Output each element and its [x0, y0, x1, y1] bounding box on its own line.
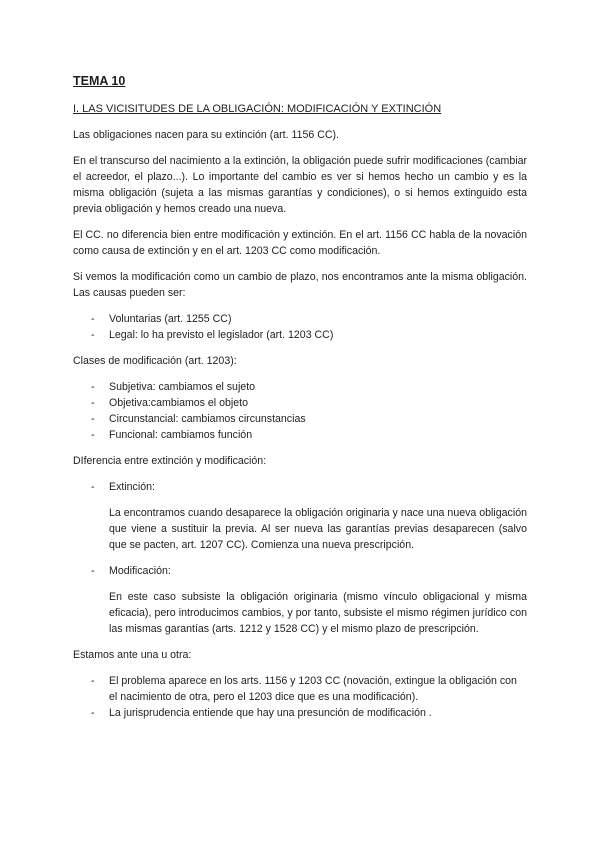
document-body [73, 72, 527, 731]
list-item [73, 427, 527, 443]
list-item [73, 705, 527, 721]
list-item-text: El problema aparece en los arts. 1156 y 1203 CC (novación, extingue la obligación con el nacimiento de otra, pero el 1203 dice que es una modificación). [109, 675, 517, 703]
difference-list [73, 479, 527, 495]
list-item [73, 327, 527, 343]
final-list [73, 673, 527, 721]
paragraph-diferencia: DIferencia entre extinción y modificación: [73, 455, 267, 467]
list-item-text: La jurisprudencia entiende que hay una presunción de modificación . [109, 707, 432, 719]
bullet-dash: - [91, 313, 95, 325]
page-title: TEMA 10 [73, 74, 126, 88]
list-item-text: Extinción: [109, 481, 155, 493]
bullet-dash: - [91, 413, 95, 425]
list-item-text: Modificación: [109, 565, 171, 577]
bullet-dash: - [91, 397, 95, 409]
list-item [73, 311, 527, 327]
paragraph-estamos: Estamos ante una u otra: [73, 649, 192, 661]
list-item [73, 379, 527, 395]
classes-list [73, 379, 527, 443]
list-item-text: Voluntarias (art. 1255 CC) [109, 313, 232, 325]
bullet-dash: - [91, 429, 95, 441]
bullet-dash: - [91, 481, 95, 493]
bullet-dash: - [91, 565, 95, 577]
paragraph-transcurso: En el transcurso del nacimiento a la extinción, la obligación puede sufrir modificaciones (cambiar el acreedor, el plazo...). Lo importante del cambio es ver si hemos hecho un cambio y es la misma obligación (sujeta a las mismas garantías y condiciones), o si hemos extinguido esta previa obligación y hemos creado una nueva. [73, 155, 527, 215]
list-item-text: Objetiva:cambiamos el objeto [109, 397, 248, 409]
list-item-text: Subjetiva: cambiamos el sujeto [109, 381, 256, 393]
bullet-dash: - [91, 675, 95, 687]
bullet-dash: - [91, 381, 95, 393]
list-item [73, 673, 527, 705]
list-item-text: Funcional: cambiamos función [109, 429, 253, 441]
list-item-extincion [73, 479, 527, 495]
paragraph-clases: Clases de modificación (art. 1203): [73, 355, 237, 367]
list-item-text: Circunstancial: cambiamos circunstancias [109, 413, 306, 425]
difference-list-2 [73, 563, 527, 579]
causes-list [73, 311, 527, 343]
list-item-modificacion [73, 563, 527, 579]
bullet-dash: - [91, 707, 95, 719]
paragraph-causas: Si vemos la modificación como un cambio de plazo, nos encontramos ante la misma obligación. Las causas pueden ser: [73, 271, 527, 299]
extincion-description: La encontramos cuando desaparece la obligación originaria y nace una nueva obligación que viene a sustituir la previa. Al ser nueva las garantías previas desaparecen (salvo que se pacten, art. 1207 CC). Comienza una nueva prescripción. [109, 507, 527, 551]
paragraph-intro: Las obligaciones nacen para su extinción (art. 1156 CC). [73, 129, 339, 141]
bullet-dash: - [91, 329, 95, 341]
list-item [73, 395, 527, 411]
modificacion-description: En este caso subsiste la obligación originaria (mismo vínculo obligacional y misma eficacia), pero introducimos cambios, y por tanto, subsiste el mismo régimen jurídico con las mismas garantías (arts. 1212 y 1528 CC) y el mismo plazo de prescripción. [109, 591, 527, 635]
list-item [73, 411, 527, 427]
section-heading: I. LAS VICISITUDES DE LA OBLIGACIÓN: MODIFICACIÓN Y EXTINCIÓN [73, 103, 442, 115]
paragraph-cc: El CC. no diferencia bien entre modificación y extinción. En el art. 1156 CC habla de la novación como causa de extinción y en el art. 1203 CC como modificación. [73, 229, 527, 257]
list-item-text: Legal: lo ha previsto el legislador (art. 1203 CC) [109, 329, 334, 341]
